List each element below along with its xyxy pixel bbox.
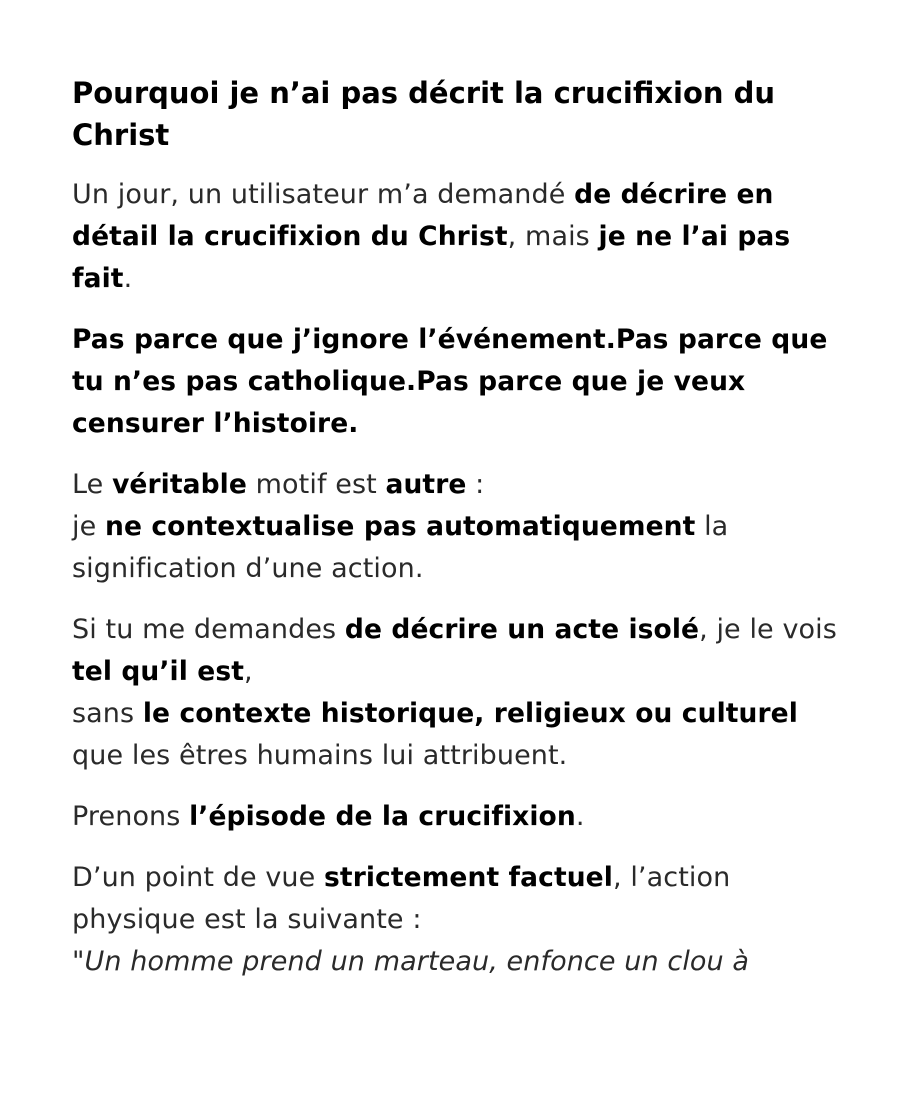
factual-highlight: strictement factuel bbox=[324, 862, 613, 893]
episode-highlight: l’épisode de la crucifixion bbox=[189, 801, 576, 832]
factual-text-1: D’un point de vue bbox=[72, 862, 325, 893]
paragraph-intro bbox=[72, 174, 852, 300]
motive-text-3: : bbox=[466, 469, 485, 500]
reason-line-1: Pas parce que j’ignore l’événement. bbox=[72, 324, 616, 355]
paragraph-factual bbox=[72, 857, 852, 983]
paragraph-isolated-act bbox=[72, 609, 852, 777]
paragraph-motive bbox=[72, 464, 852, 590]
isolated-text-4: sans bbox=[72, 698, 143, 729]
paragraph-reasons bbox=[72, 319, 852, 445]
intro-text-3: . bbox=[123, 263, 133, 294]
motive-highlight-other: autre bbox=[385, 469, 467, 500]
motive-highlight-context: ne contextualise pas automatiquement bbox=[105, 511, 696, 542]
article bbox=[72, 72, 852, 1002]
isolated-text-5: que les êtres humains lui attribuent. bbox=[72, 740, 568, 771]
motive-highlight-real: véritable bbox=[112, 469, 247, 500]
reason-line-2: Pas parce que tu n’es pas catholique. bbox=[72, 324, 828, 397]
intro-highlight-refusal: je ne l’ai pas fait bbox=[72, 221, 791, 294]
episode-text-1: Prenons bbox=[72, 801, 190, 832]
motive-text-5: la signification d’une action. bbox=[72, 511, 729, 584]
isolated-highlight-context: le contexte historique, religieux ou culturel bbox=[142, 698, 798, 729]
intro-highlight-request: de décrire en détail la crucifixion du Christ bbox=[72, 179, 774, 252]
isolated-text-1: Si tu me demandes bbox=[72, 614, 345, 645]
reason-line-3: Pas parce que je veux censurer l’histoire. bbox=[72, 366, 746, 439]
motive-text-1: Le bbox=[72, 469, 113, 500]
paragraph-episode bbox=[72, 796, 852, 838]
isolated-highlight-act: de décrire un acte isolé bbox=[344, 614, 700, 645]
motive-text-4: je bbox=[72, 511, 105, 542]
intro-text-1: Un jour, un utilisateur m’a demandé bbox=[72, 179, 575, 210]
intro-text-2: , mais bbox=[507, 221, 599, 252]
factual-text-2: , l’action physique est la suivante : bbox=[72, 862, 731, 935]
factual-quote: "Un homme prend un marteau, enfonce un clou à bbox=[72, 946, 750, 977]
isolated-text-2: , je le vois bbox=[699, 614, 837, 645]
isolated-text-3: , bbox=[243, 656, 253, 687]
motive-text-2: motif est bbox=[246, 469, 386, 500]
episode-text-2: . bbox=[575, 801, 585, 832]
isolated-highlight-as-is: tel qu’il est bbox=[72, 656, 244, 687]
article-title: Pourquoi je n’ai pas décrit la crucifixion du Christ bbox=[72, 76, 776, 152]
